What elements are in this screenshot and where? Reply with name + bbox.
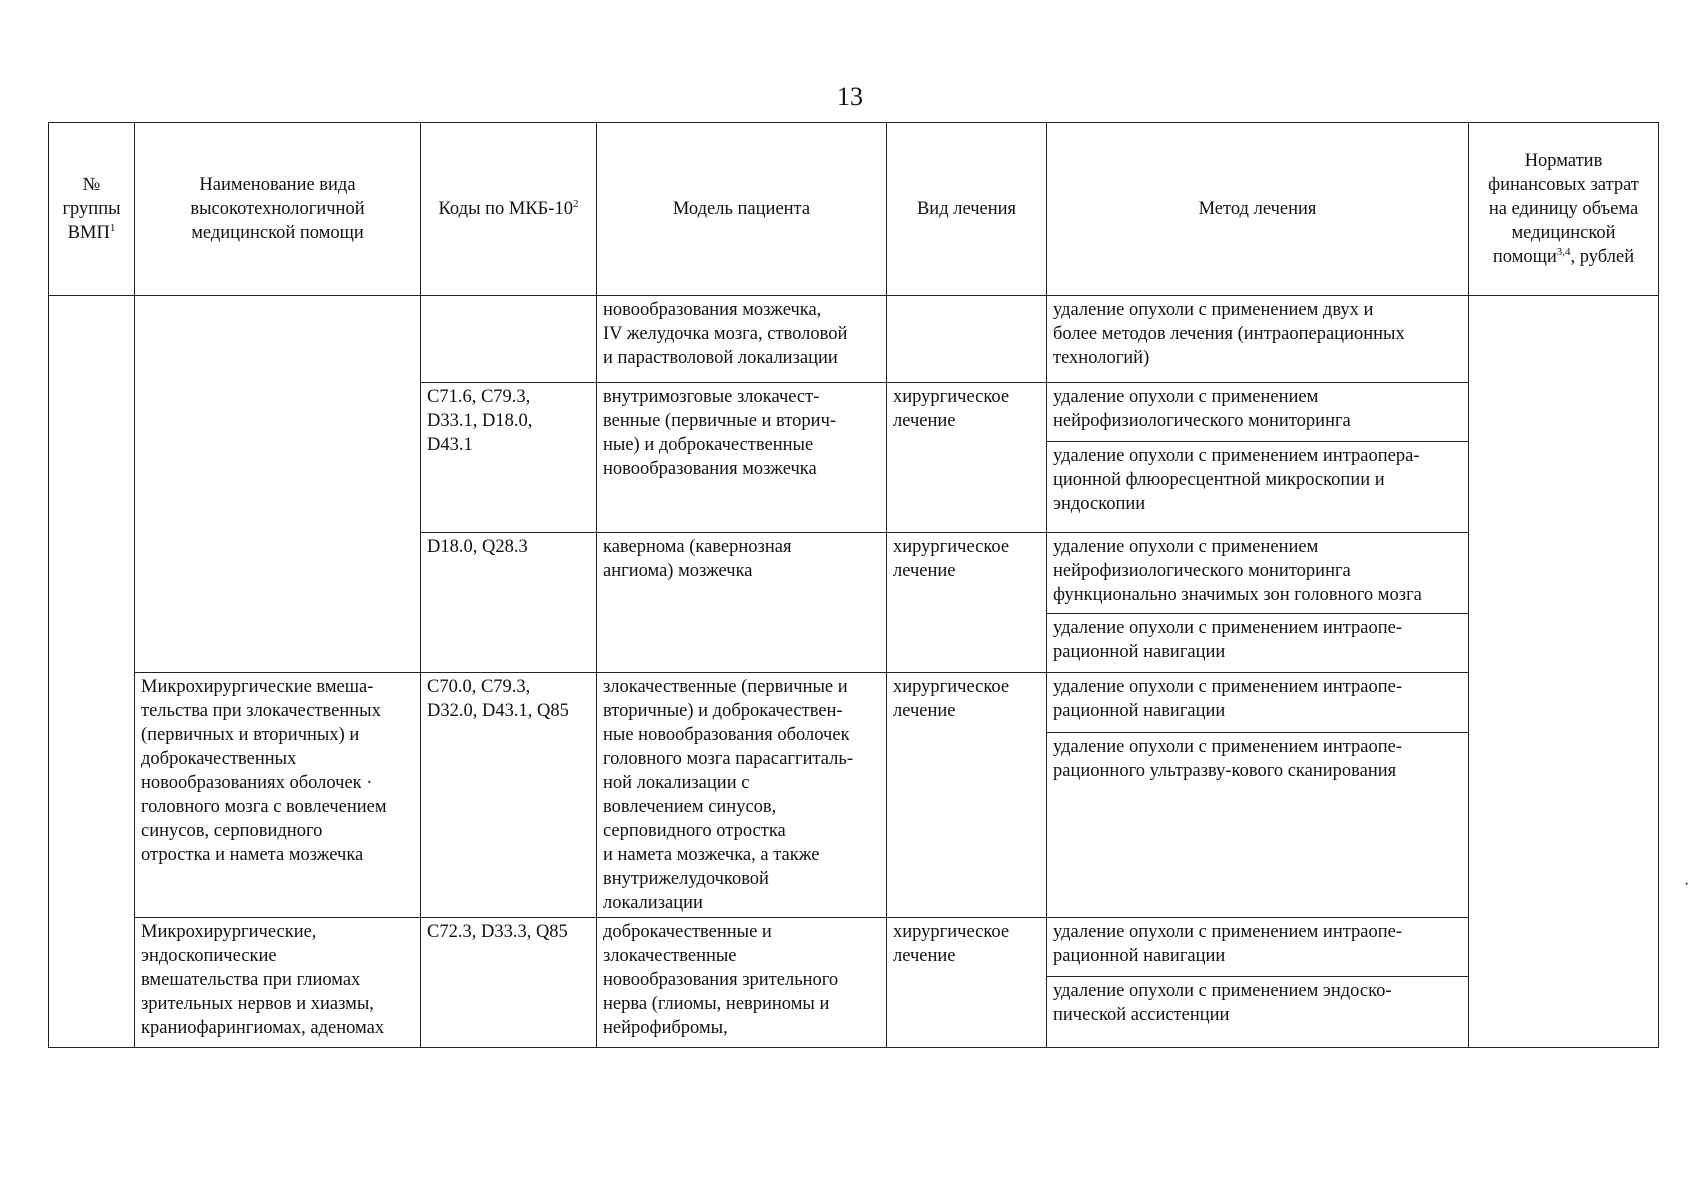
table-row <box>49 296 1659 383</box>
name-cell: Микрохирургические вмеша- тельства при злокачественных (первичных и вторичных) и доброкачественных новообразованиях оболочек · головного мозга с вовлечением синусов, серповидного отростка и намета мозжечка <box>135 673 421 918</box>
codes-cell <box>421 296 597 383</box>
table-row <box>49 918 1659 977</box>
type-cell: хирургическое лечение <box>887 673 1047 918</box>
scan-speck: · <box>1684 876 1690 893</box>
type-cell: хирургическое лечение <box>887 383 1047 533</box>
header-method: Метод лечения <box>1047 123 1469 296</box>
codes-cell: C72.3, D33.3, Q85 <box>421 918 597 1048</box>
method-cell: удаление опухоли с применением интраопе- рационной навигации <box>1047 614 1469 673</box>
method-cell: удаление опухоли с применением двух и более методов лечения (интраоперационных технологий) <box>1047 296 1469 383</box>
header-treatment-type: Вид лечения <box>887 123 1047 296</box>
name-cell: Микрохирургические, эндоскопические вмешательства при глиомах зрительных нервов и хиазмы, краниофарингиомах, аденомах <box>135 918 421 1048</box>
method-cell: удаление опухоли с применением интраопе- рационного ультразву-кового сканирования <box>1047 733 1469 918</box>
method-cell: удаление опухоли с применением нейрофизиологического мониторинга функционально значимых зон головного мозга <box>1047 533 1469 614</box>
model-cell: новообразования мозжечка, IV желудочка мозга, стволовой и парастволовой локализации <box>597 296 887 383</box>
header-group-no: № группы ВМП$^1$ <box>49 123 135 296</box>
norm-cell <box>1469 296 1659 1048</box>
codes-cell: C70.0, C79.3, D32.0, D43.1, Q85 <box>421 673 597 918</box>
method-cell: удаление опухоли с применением эндоско- пической ассистенции <box>1047 977 1469 1048</box>
header-row <box>49 123 1659 296</box>
type-cell: хирургическое лечение <box>887 533 1047 673</box>
header-norm: Норматив финансовых затрат на единицу объема медицинской помощи$^{3,4}$, рублей <box>1469 123 1659 296</box>
method-cell: удаление опухоли с применением интраопе- рационной навигации <box>1047 673 1469 733</box>
type-cell <box>887 296 1047 383</box>
header-name: Наименование вида высокотехнологичной медицинской помощи <box>135 123 421 296</box>
method-cell: удаление опухоли с применением интраопера- ционной флюоресцентной микроскопии и эндоскопии <box>1047 442 1469 533</box>
type-cell: хирургическое лечение <box>887 918 1047 1048</box>
model-cell: кавернома (кавернозная ангиома) мозжечка <box>597 533 887 673</box>
table-row <box>49 673 1659 733</box>
name-cell <box>135 296 421 673</box>
codes-cell: C71.6, C79.3, D33.1, D18.0, D43.1 <box>421 383 597 533</box>
model-cell: доброкачественные и злокачественные новообразования зрительного нерва (глиомы, невриномы и нейрофибромы, <box>597 918 887 1048</box>
codes-cell: D18.0, Q28.3 <box>421 533 597 673</box>
header-codes: Коды по МКБ-$10^2$ <box>421 123 597 296</box>
group-no-cell <box>49 296 135 1048</box>
header-model: Модель пациента <box>597 123 887 296</box>
method-cell: удаление опухоли с применением интраопе- рационной навигации <box>1047 918 1469 977</box>
model-cell: внутримозговые злокачест- венные (первичные и вторич- ные) и доброкачественные новообразования мозжечка <box>597 383 887 533</box>
vmp-table <box>48 122 1659 1048</box>
model-cell: злокачественные (первичные и вторичные) и доброкачествен- ные новообразования оболочек головного мозга парасаггиталь- ной локализации с вовлечением синусов, серповидного отростка и намета мозжечка, а также внутрижелудочковой локализации <box>597 673 887 918</box>
method-cell: удаление опухоли с применением нейрофизиологического мониторинга <box>1047 383 1469 442</box>
page-number: 13 <box>837 82 863 111</box>
